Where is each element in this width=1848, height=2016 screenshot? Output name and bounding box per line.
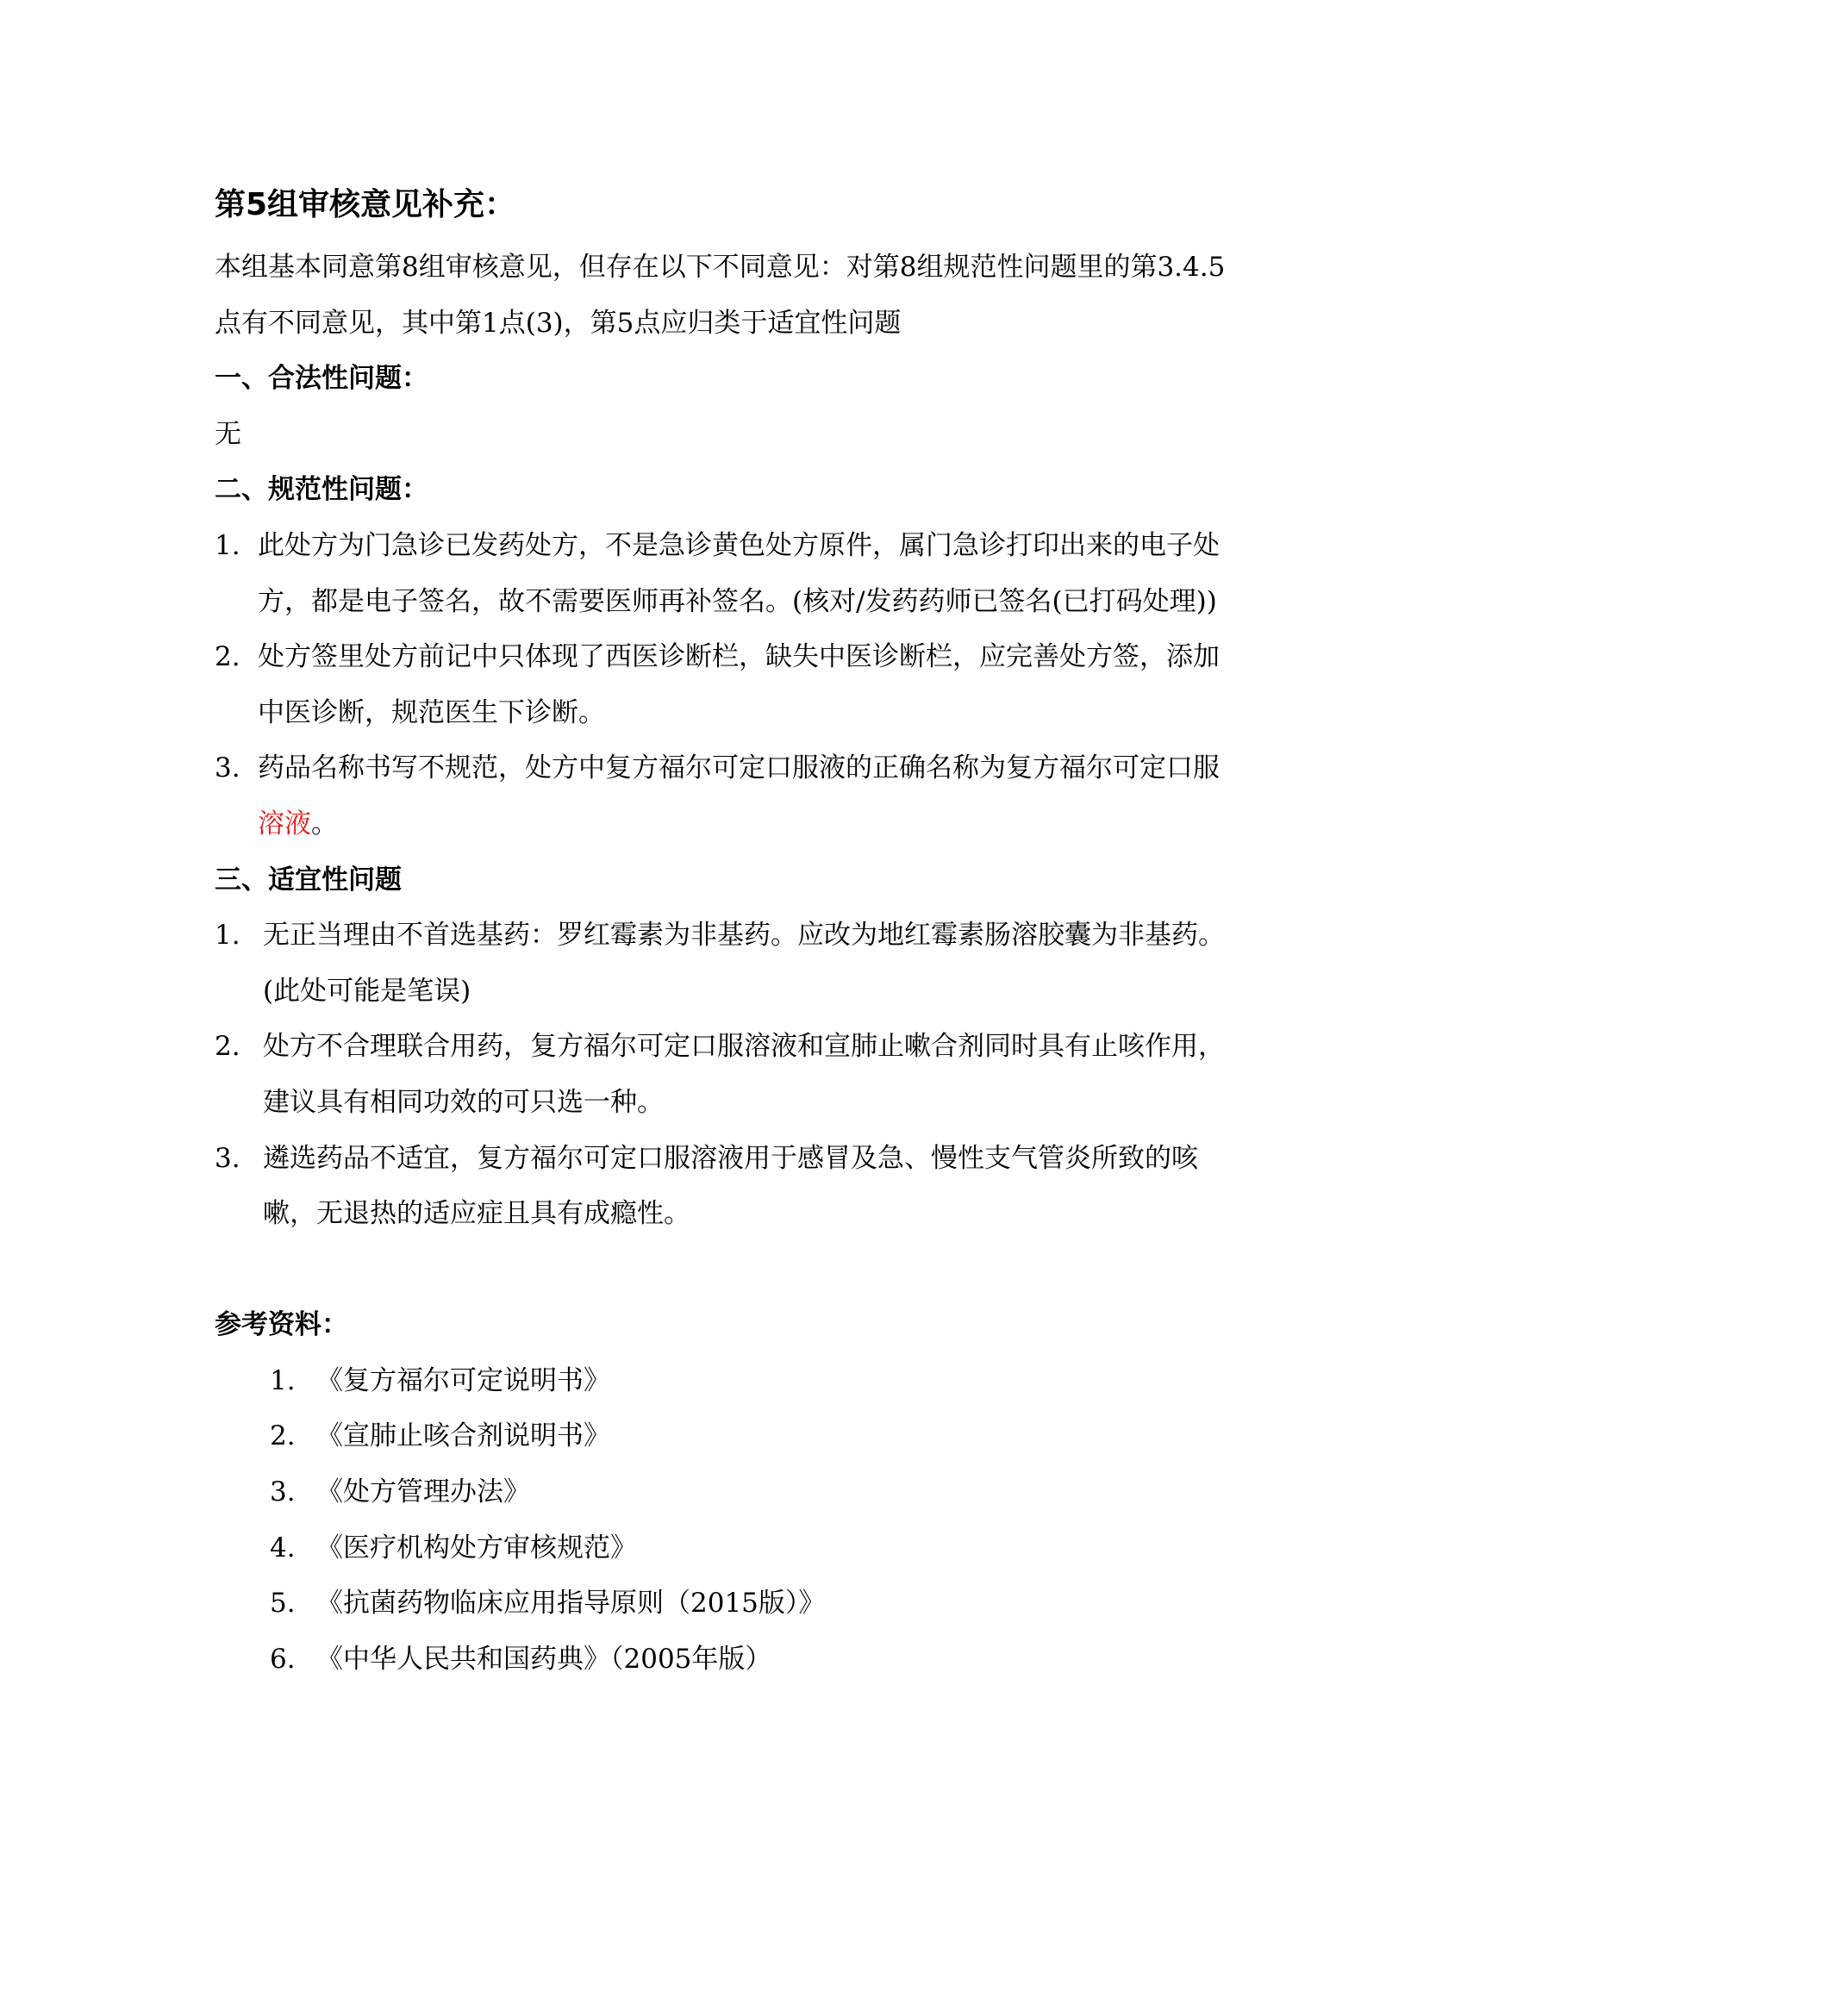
normative-heading: 二、规范性问题： <box>215 474 428 506</box>
item-text: 处方不合理联合用药，复方福尔可定口服溶液和宣肺止嗽合剂同时具有止咳作用，建议具有相同功效的可只选一种。 <box>263 1031 1225 1118</box>
suitability-item <box>215 1131 1232 1242</box>
reference-number: 4. <box>270 1532 296 1563</box>
reference-item <box>270 1464 1232 1520</box>
reference-item <box>270 1632 1232 1688</box>
reference-item <box>270 1576 1232 1632</box>
normative-item <box>215 518 1232 629</box>
reference-title: 《复方福尔可定说明书》 <box>316 1364 610 1396</box>
item-number: 3. <box>215 1142 240 1174</box>
legality-content: 无 <box>215 418 241 450</box>
suitability-heading: 三、适宜性问题 <box>215 864 402 896</box>
item-number: 2. <box>215 641 240 673</box>
reference-number: 1. <box>270 1364 296 1396</box>
item-text-end: 。 <box>311 808 338 839</box>
item-text <box>258 740 1232 852</box>
legality-heading: 一、合法性问题： <box>215 363 428 395</box>
reference-title: 《医疗机构处方审核规范》 <box>316 1532 637 1563</box>
item-text: 无正当理由不首选基药：罗红霉素为非基药。应改为地红霉素肠溶胶囊为非基药。(此处可能是笔误) <box>263 920 1225 1007</box>
item-number: 1. <box>215 529 240 561</box>
suitability-item <box>215 1019 1232 1130</box>
item-text: 此处方为门急诊已发药处方，不是急诊黄色处方原件，属门急诊打印出来的电子处方，都是电子签名，故不需要医师再补签名。(核对/发药药师已签名(已打码处理)) <box>258 529 1220 617</box>
references-heading: 参考资料： <box>215 1309 348 1341</box>
blank-line <box>215 1242 1232 1298</box>
document-content <box>215 179 1232 1687</box>
page-title: 第5组审核意见补充： <box>215 187 516 222</box>
reference-title: 《中华人民共和国药典》（2005年版） <box>316 1643 772 1675</box>
normative-item <box>215 740 1232 852</box>
item-text: 遴选药品不适宜，复方福尔可定口服溶液用于感冒及急、慢性支气管炎所致的咳嗽，无退热的适应症且具有成瘾性。 <box>263 1142 1198 1230</box>
reference-title: 《抗菌药物临床应用指导原则（2015版）》 <box>316 1588 826 1620</box>
item-number: 1. <box>215 920 240 952</box>
reference-item <box>270 1408 1232 1464</box>
reference-item <box>270 1520 1232 1576</box>
reference-number: 6. <box>270 1643 296 1675</box>
reference-number: 5. <box>270 1588 296 1620</box>
intro-paragraph: 本组基本同意第8组审核意见，但存在以下不同意见：对第8组规范性问题里的第3.4.5点有不同意见，其中第1点(3)，第5点应归类于适宜性问题 <box>215 252 1226 339</box>
item-text: 处方签里处方前记中只体现了西医诊断栏，缺失中医诊断栏，应完善处方签，添加中医诊断，规范医生下诊断。 <box>258 641 1220 728</box>
reference-number: 3. <box>270 1476 296 1508</box>
item-number: 2. <box>215 1031 240 1063</box>
references-list <box>215 1353 1232 1688</box>
reference-number: 2. <box>270 1420 296 1452</box>
suitability-item <box>215 908 1232 1019</box>
item-text-main: 药品名称书写不规范，处方中复方福尔可定口服液的正确名称为复方福尔可定口服 <box>258 752 1220 784</box>
normative-item <box>215 629 1232 740</box>
reference-title: 《宣肺止咳合剂说明书》 <box>316 1420 610 1452</box>
reference-title: 《处方管理办法》 <box>316 1476 530 1508</box>
item-number: 3. <box>215 752 240 784</box>
reference-item <box>270 1353 1232 1409</box>
highlighted-correction: 溶液 <box>258 808 311 839</box>
